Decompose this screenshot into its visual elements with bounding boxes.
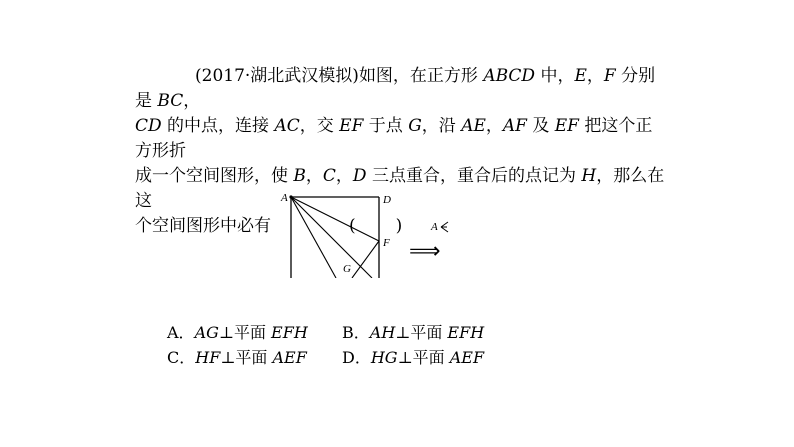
geometry-figure [276,188,466,278]
point-c: C [322,166,336,186]
choice-relation: ⊥平面 [220,348,273,367]
line-af [291,197,379,241]
problem-line-2 [135,114,665,164]
text: ， [335,166,353,186]
choice-plane: AEF [449,348,485,367]
choice-c[interactable] [167,345,342,370]
folded-edge-1 [441,222,448,227]
folding-diagram [276,188,466,278]
label-d: D [383,194,391,206]
fold-lines [291,197,379,278]
problem-line-1 [135,64,665,114]
text: ，沿 [421,116,462,136]
label-f: F [383,237,390,249]
segment-ac: AC [274,116,300,136]
text: 成一个空间图形，使 [135,166,294,186]
point-e: E [574,66,587,86]
choice-a[interactable] [167,320,342,345]
label-a-folded: A [431,221,438,233]
text: ， [586,66,604,86]
segment-af: AF [502,116,527,136]
choice-letter: D． [342,348,371,367]
folded-edge-2 [441,227,448,232]
segment-ae: AE [461,116,486,136]
choice-row-1 [167,320,517,345]
label-a: A [281,192,288,204]
text: 把这个正方形折 [135,116,653,161]
text: 分别是 [135,66,656,111]
answer-choices [167,320,517,370]
choice-letter: B． [342,323,370,342]
choice-segment: AH [369,323,396,342]
text: 如图，在正方形 [358,66,484,86]
choice-segment: HG [370,348,398,367]
problem-source: (2017·湖北武汉模拟) [195,66,359,86]
answer-blank: ( ) [349,216,405,236]
point-f: F [603,66,616,86]
choice-relation: ⊥平面 [218,323,272,342]
text: ， [305,166,323,186]
text: ，交 [299,116,340,136]
line-ac [291,197,372,278]
choice-plane: AEF [272,348,307,367]
text: ， [183,91,201,111]
text: 及 [526,116,555,136]
folded-edges [441,222,448,232]
choice-relation: ⊥平面 [395,323,448,342]
line-ae [291,197,336,278]
text: 的中点，连接 [161,116,275,136]
segment-bc: BC [157,91,184,111]
choice-letter: A． [167,323,195,342]
text: 个空间图形中必有 [135,216,271,236]
choice-relation: ⊥平面 [397,348,450,367]
choice-b[interactable] [342,320,517,345]
segment-ef: EF [339,116,364,136]
segment-cd: CD [135,116,162,136]
point-h: H [581,166,597,186]
choice-segment: HF [195,348,221,367]
label-g: G [343,263,351,275]
choice-segment: AG [194,323,219,342]
text: 三点重合，重合后的点记为 [366,166,582,186]
text: ，那么在这 [135,166,665,211]
square-name: ABCD [483,66,536,86]
vertex-a-dot [289,195,292,198]
point-b: B [293,166,306,186]
choice-row-2 [167,345,517,370]
choice-letter: C． [167,348,196,367]
text: 中， [535,66,575,86]
text: 于点 [363,116,409,136]
transform-arrow-icon: ⟹ [409,239,441,264]
choice-plane: EFH [271,323,308,342]
line-ef [352,241,379,278]
choice-plane: EFH [447,323,485,342]
point-g: G [408,116,422,136]
segment-ef-2: EF [554,116,579,136]
text: ， [485,116,503,136]
point-d: D [352,166,367,186]
choice-d[interactable] [342,345,517,370]
square-outline [291,197,379,278]
